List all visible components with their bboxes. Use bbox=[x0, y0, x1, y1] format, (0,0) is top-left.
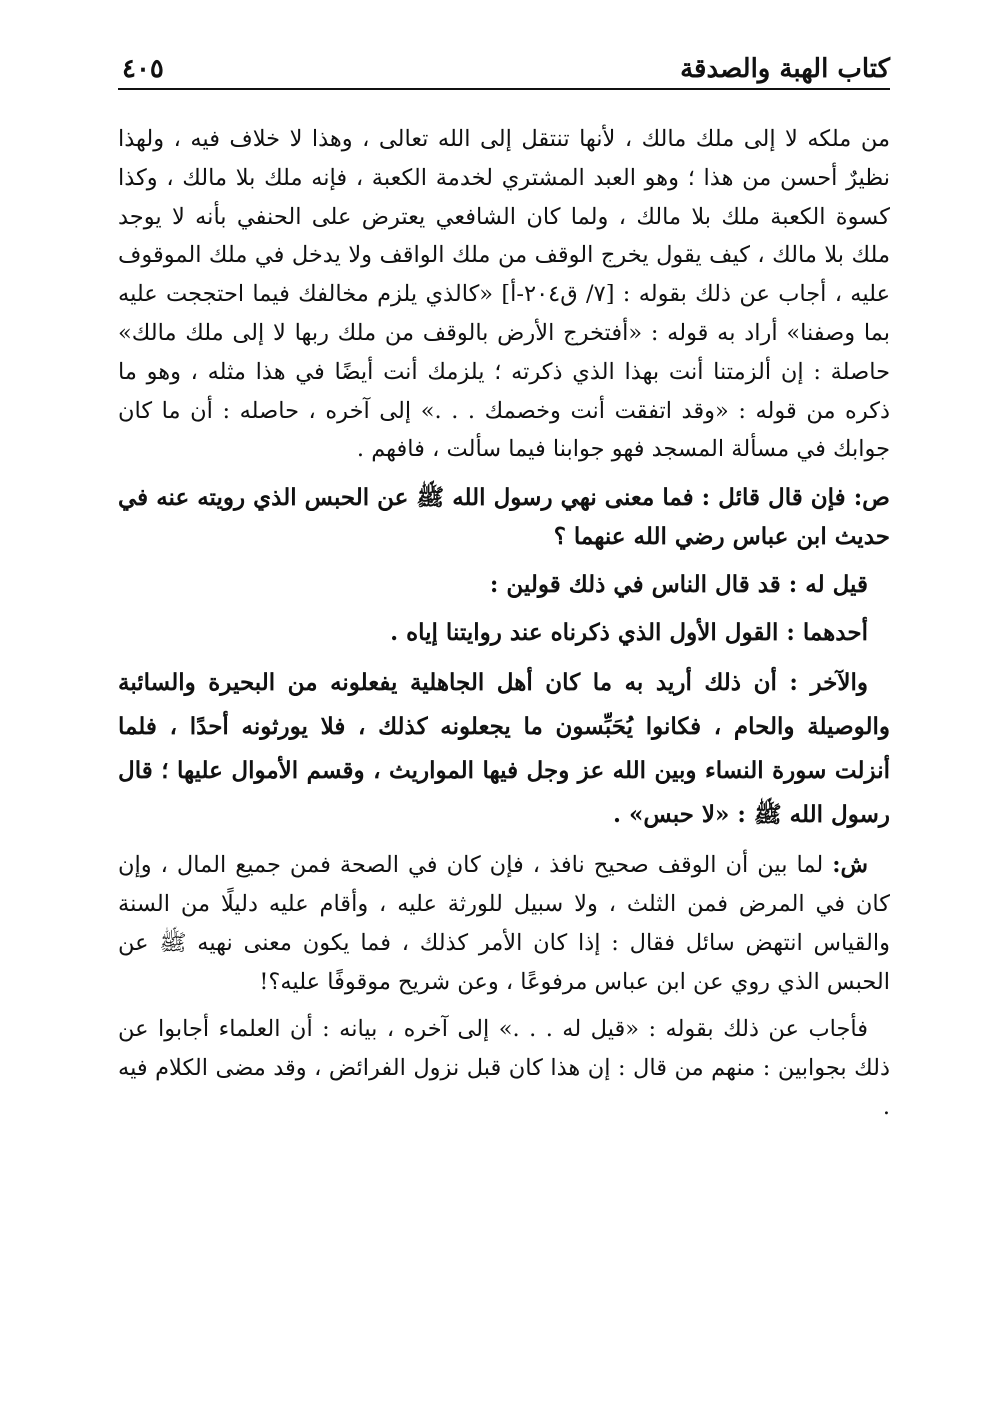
page-body bbox=[118, 120, 890, 1127]
commentary-explanation bbox=[118, 846, 890, 1001]
source-text-answer-intro: قيل له : قد قال الناس في ذلك قولين : bbox=[489, 571, 868, 599]
source-text-first-opinion: أحدهما : القول الأول الذي ذكرناه عند روايتنا إياه . bbox=[390, 619, 868, 647]
document-page bbox=[118, 50, 890, 1136]
running-header bbox=[118, 50, 890, 90]
chapter-title: كتاب الهبة والصدقة bbox=[680, 54, 890, 84]
commentary-paragraph: من ملكه لا إلى ملك مالك ، لأنها تنتقل إلى الله تعالى ، وهذا لا خلاف فيه ، ولهذا نظيرٌ أحسن من هذا ؛ وهو العبد المشتري لخدمة الكعبة ، فإنه ملك بلا مالك ، وكذا كسوة الكعبة ملك بلا مالك ، ولما كان الشافعي يعترض على الحنفي بأنه لا يوجد ملك بلا مالك ، كيف يقول يخرج الوقف من ملك الواقف ولا يدخل في ملك الموقوف عليه ، أجاب عن ذلك بقوله : [٧/ ق٢٠٤-أ] «كالذي يلزم مخالفك فيما احتججت عليه بما وصفنا» أراد به قوله : «أفتخرج الأرض بالوقف من ملك ربها لا إلى ملك مالك» حاصلة : إن ألزمتنا أنت بهذا الذي ذكرته ؛ يلزمك أنت أيضًا في هذا مثله ، وهو ما ذكره من قوله : «وقد اتفقت أنت وخصمك . . .» إلى آخره ، حاصله : أن ما كان جوابك في مسألة المسجد فهو جوابنا فيما سألت ، فافهم . bbox=[118, 126, 890, 463]
source-text-second-opinion: والآخر : أن ذلك أريد به ما كان أهل الجاهلية يفعلونه من البحيرة والسائبة والوصيلة والحام ، فكانوا يُحَبِّسون ما يجعلونه كذلك ، فلا يورثونه أحدًا ، فلما أنزلت سورة النساء وبين الله عز وجل فيها المواريث ، وقسم الأموال عليها ؛ قال رسول الله ﷺ : «لا حبس» . bbox=[118, 669, 890, 829]
commentary-marker: ش: bbox=[832, 852, 868, 879]
source-text-question: ص: فإن قال قائل : فما معنى نهي رسول الله ﷺ عن الحبس الذي رويته عنه في حديث ابن عباس رضي الله عنهما ؟ bbox=[118, 484, 890, 551]
commentary-answer: فأجاب عن ذلك بقوله : «قيل له . . .» إلى آخره ، بيانه : أن العلماء أجابوا عن ذلك بجوابين : منهم من قال : إن هذا كان قبل نزول الفرائض ، وقد مضى الكلام فيه . bbox=[118, 1016, 890, 1120]
commentary-explanation-text: لما بين أن الوقف صحيح نافذ ، فإن كان في الصحة فمن جميع المال ، وإن كان في المرض فمن الثلث ، ولا سبيل للورثة عليه ، وأقام عليه دليلًا من السنة والقياس انتهض سائل فقال : إذا كان الأمر كذلك ، فما يكون معنى نهيه ﷺ عن الحبس الذي روي عن ابن عباس مرفوعًا ، وعن شريح موقوفًا عليه؟! bbox=[118, 852, 890, 995]
page-number: ٤٠٥ bbox=[122, 54, 164, 84]
